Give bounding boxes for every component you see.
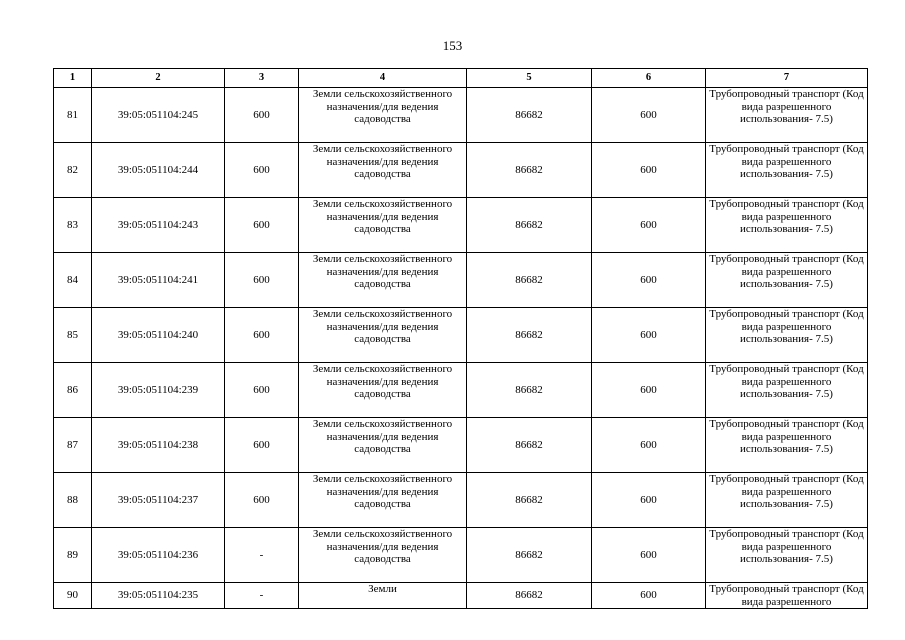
column-header-2: 2 <box>92 69 225 88</box>
area-value: 600 <box>225 418 299 473</box>
column-5-value: 86682 <box>467 308 592 363</box>
area-value: 600 <box>225 88 299 143</box>
cadastral-number: 39:05:051104:243 <box>92 198 225 253</box>
column-6-value: 600 <box>592 473 706 528</box>
land-category: Земли <box>299 583 467 609</box>
cadastral-number: 39:05:051104:235 <box>92 583 225 609</box>
header-row <box>54 69 868 88</box>
permitted-use: Трубопроводный транспорт (Код вида разрешенного использования- 7.5) <box>706 143 868 198</box>
table-body <box>54 88 868 609</box>
area-value: 600 <box>225 308 299 363</box>
column-5-value: 86682 <box>467 583 592 609</box>
column-6-value: 600 <box>592 583 706 609</box>
cadastral-number: 39:05:051104:236 <box>92 528 225 583</box>
row-number: 90 <box>54 583 92 609</box>
table-row <box>54 418 868 473</box>
page-number: 153 <box>442 38 463 53</box>
cadastral-number: 39:05:051104:239 <box>92 363 225 418</box>
column-header-4: 4 <box>299 69 467 88</box>
permitted-use: Трубопроводный транспорт (Код вида разрешенного использования- 7.5) <box>706 253 868 308</box>
column-6-value: 600 <box>592 363 706 418</box>
column-header-1: 1 <box>54 69 92 88</box>
land-category: Земли сельскохозяйственного назначения/для ведения садоводства <box>299 363 467 418</box>
row-number: 82 <box>54 143 92 198</box>
column-header-6: 6 <box>592 69 706 88</box>
table-row <box>54 308 868 363</box>
column-6-value: 600 <box>592 198 706 253</box>
column-5-value: 86682 <box>467 528 592 583</box>
column-5-value: 86682 <box>467 143 592 198</box>
table-row <box>54 88 868 143</box>
row-number: 88 <box>54 473 92 528</box>
permitted-use: Трубопроводный транспорт (Код вида разрешенного использования- 7.5) <box>706 473 868 528</box>
row-number: 81 <box>54 88 92 143</box>
column-5-value: 86682 <box>467 198 592 253</box>
land-category: Земли сельскохозяйственного назначения/для ведения садоводства <box>299 418 467 473</box>
area-value: 600 <box>225 473 299 528</box>
column-6-value: 600 <box>592 143 706 198</box>
land-category: Земли сельскохозяйственного назначения/для ведения садоводства <box>299 143 467 198</box>
area-value: - <box>225 528 299 583</box>
column-header-3: 3 <box>225 69 299 88</box>
column-header-7: 7 <box>706 69 868 88</box>
cadastral-number: 39:05:051104:240 <box>92 308 225 363</box>
area-value: 600 <box>225 143 299 198</box>
cadastral-number: 39:05:051104:245 <box>92 88 225 143</box>
permitted-use: Трубопроводный транспорт (Код вида разрешенного использования- 7.5) <box>706 363 868 418</box>
permitted-use: Трубопроводный транспорт (Код вида разрешенного использования- 7.5) <box>706 88 868 143</box>
area-value: - <box>225 583 299 609</box>
column-6-value: 600 <box>592 528 706 583</box>
land-category: Земли сельскохозяйственного назначения/для ведения садоводства <box>299 308 467 363</box>
permitted-use: Трубопроводный транспорт (Код вида разрешенного использования- 7.5) <box>706 528 868 583</box>
row-number: 83 <box>54 198 92 253</box>
table-row <box>54 253 868 308</box>
permitted-use: Трубопроводный транспорт (Код вида разрешенного использования- 7.5) <box>706 418 868 473</box>
table-row-partial <box>54 583 868 609</box>
land-category: Земли сельскохозяйственного назначения/для ведения садоводства <box>299 473 467 528</box>
row-number: 86 <box>54 363 92 418</box>
column-5-value: 86682 <box>467 253 592 308</box>
column-6-value: 600 <box>592 418 706 473</box>
permitted-use: Трубопроводный транспорт (Код вида разрешенного <box>706 583 868 609</box>
table-row <box>54 363 868 418</box>
row-number: 87 <box>54 418 92 473</box>
table-row <box>54 143 868 198</box>
cadastral-number: 39:05:051104:241 <box>92 253 225 308</box>
table-row <box>54 473 868 528</box>
land-category: Земли сельскохозяйственного назначения/для ведения садоводства <box>299 198 467 253</box>
area-value: 600 <box>225 363 299 418</box>
area-value: 600 <box>225 253 299 308</box>
row-number: 85 <box>54 308 92 363</box>
area-value: 600 <box>225 198 299 253</box>
cadastral-number: 39:05:051104:237 <box>92 473 225 528</box>
land-category: Земли сельскохозяйственного назначения/для ведения садоводства <box>299 253 467 308</box>
column-5-value: 86682 <box>467 88 592 143</box>
cadastral-number: 39:05:051104:238 <box>92 418 225 473</box>
table-row <box>54 528 868 583</box>
land-plots-table <box>53 68 868 609</box>
permitted-use: Трубопроводный транспорт (Код вида разрешенного использования- 7.5) <box>706 198 868 253</box>
column-5-value: 86682 <box>467 363 592 418</box>
row-number: 89 <box>54 528 92 583</box>
table-row <box>54 198 868 253</box>
land-category: Земли сельскохозяйственного назначения/для ведения садоводства <box>299 528 467 583</box>
column-6-value: 600 <box>592 253 706 308</box>
column-header-5: 5 <box>467 69 592 88</box>
row-number: 84 <box>54 253 92 308</box>
column-5-value: 86682 <box>467 418 592 473</box>
column-5-value: 86682 <box>467 473 592 528</box>
column-6-value: 600 <box>592 88 706 143</box>
column-6-value: 600 <box>592 308 706 363</box>
permitted-use: Трубопроводный транспорт (Код вида разрешенного использования- 7.5) <box>706 308 868 363</box>
land-category: Земли сельскохозяйственного назначения/для ведения садоводства <box>299 88 467 143</box>
cadastral-number: 39:05:051104:244 <box>92 143 225 198</box>
